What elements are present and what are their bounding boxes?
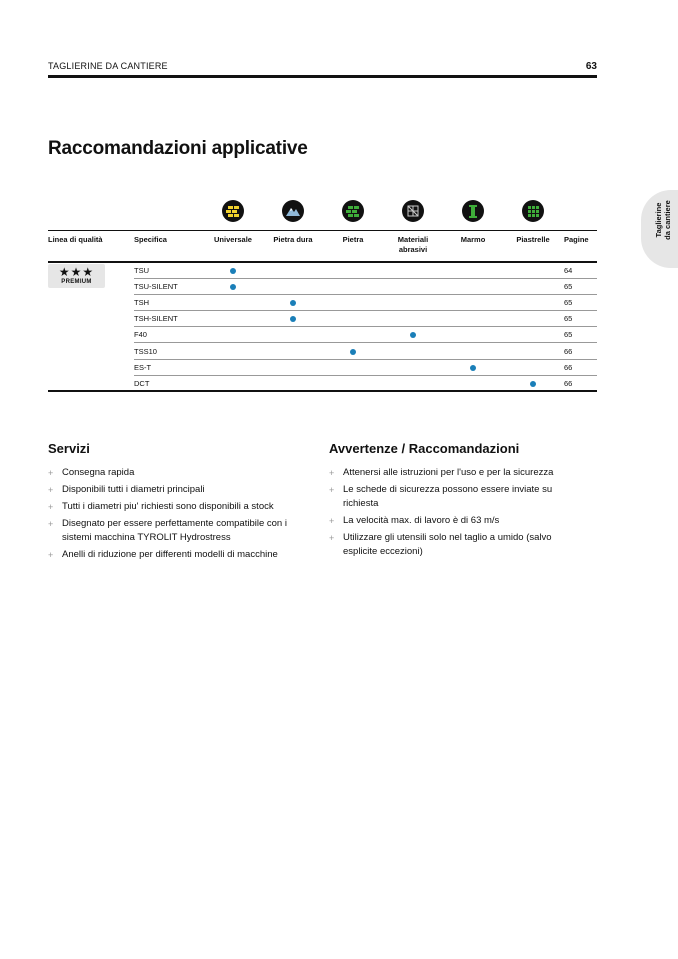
avvertenze-item-text: Le schede di sicurezza possono essere inviate su richiesta bbox=[343, 484, 553, 509]
servizi-item bbox=[48, 500, 308, 514]
tiles-icon bbox=[522, 200, 544, 222]
header-piastrelle: Piastrelle bbox=[516, 235, 550, 244]
table-row bbox=[48, 279, 597, 295]
quality-label: PREMIUM bbox=[61, 279, 92, 285]
table-row bbox=[48, 360, 597, 376]
page-header bbox=[48, 61, 597, 79]
table-row bbox=[48, 295, 597, 311]
material-icons-row bbox=[0, 200, 678, 226]
brick-yellow-icon bbox=[222, 200, 244, 222]
bullet-plus-icon: + bbox=[48, 485, 54, 495]
servizi-list bbox=[48, 466, 308, 565]
table-row bbox=[48, 311, 597, 327]
header-rule bbox=[48, 75, 597, 78]
row-rule bbox=[48, 390, 597, 392]
row-spec: F40 bbox=[134, 330, 147, 340]
table-row bbox=[48, 263, 597, 279]
quality-stars: ★★★ bbox=[58, 265, 95, 279]
header-pietra: Pietra bbox=[342, 235, 364, 244]
bullet-plus-icon: + bbox=[48, 468, 54, 478]
page-title: Raccomandazioni applicative bbox=[48, 138, 308, 159]
bullet-plus-icon: + bbox=[48, 519, 54, 529]
header-quality: Linea di qualità bbox=[48, 235, 103, 244]
bullet-plus-icon: + bbox=[329, 485, 335, 495]
table-row bbox=[48, 344, 597, 360]
application-dot bbox=[470, 365, 476, 371]
application-dot bbox=[410, 332, 416, 338]
row-spec: TSU-SILENT bbox=[134, 282, 178, 292]
header-pagine: Pagine bbox=[564, 235, 589, 244]
abrasive-blocks-icon bbox=[402, 200, 424, 222]
table-row bbox=[48, 327, 597, 343]
application-dot bbox=[290, 316, 296, 322]
brick-green-icon bbox=[342, 200, 364, 222]
section-title: TAGLIERINE DA CANTIERE bbox=[48, 61, 168, 71]
servizi-item bbox=[48, 483, 308, 497]
premium-quality-badge bbox=[48, 264, 105, 288]
avvertenze-item bbox=[329, 514, 579, 528]
bullet-plus-icon: + bbox=[48, 550, 54, 560]
application-dot bbox=[230, 284, 236, 290]
avvertenze-item bbox=[329, 466, 579, 480]
servizi-item bbox=[48, 466, 308, 480]
row-page: 64 bbox=[564, 266, 573, 275]
mountain-icon bbox=[282, 200, 304, 222]
bullet-plus-icon: + bbox=[329, 516, 335, 526]
row-spec: TSS10 bbox=[134, 346, 157, 356]
avvertenze-item-text: Utilizzare gli utensili solo nel taglio a umido (salvo esplicite eccezioni) bbox=[343, 532, 552, 557]
table-row bbox=[48, 376, 597, 392]
row-page: 65 bbox=[564, 298, 573, 308]
servizi-item-text: Disponibili tutti i diametri principali bbox=[62, 484, 205, 495]
header-materiali-abrasivi: Materiali abrasivi bbox=[397, 235, 429, 254]
side-tab-label: Taglierine da cantiere bbox=[654, 200, 672, 240]
avvertenze-item bbox=[329, 483, 579, 511]
row-page: 66 bbox=[564, 346, 573, 356]
application-dot bbox=[230, 268, 236, 274]
marble-column-icon bbox=[462, 200, 484, 222]
row-spec: TSH-SILENT bbox=[134, 314, 178, 324]
bullet-plus-icon: + bbox=[329, 468, 335, 478]
page-number: 63 bbox=[585, 61, 597, 72]
row-page: 65 bbox=[564, 330, 573, 340]
avvertenze-list bbox=[329, 466, 579, 562]
servizi-item-text: Disegnato per essere perfettamente compatibile con i sistemi macchina TYROLIT Hydrostress bbox=[62, 518, 287, 543]
row-spec: DCT bbox=[134, 378, 150, 388]
avvertenze-title: Avvertenze / Raccomandazioni bbox=[329, 441, 520, 456]
servizi-item-text: Tutti i diametri piu' richiesti sono disponibili a stock bbox=[62, 501, 274, 512]
header-spec: Specifica bbox=[134, 235, 167, 244]
servizi-item bbox=[48, 548, 308, 562]
bullet-plus-icon: + bbox=[48, 502, 54, 512]
table-top-rule bbox=[48, 230, 597, 231]
servizi-item bbox=[48, 517, 308, 545]
header-universale: Universale bbox=[214, 235, 252, 244]
row-spec: TSU bbox=[134, 266, 149, 275]
application-dot bbox=[350, 349, 356, 355]
servizi-title: Servizi bbox=[48, 441, 90, 456]
header-pietra-dura: Pietra dura bbox=[273, 235, 313, 244]
row-page: 65 bbox=[564, 282, 573, 292]
row-page: 66 bbox=[564, 378, 573, 388]
avvertenze-item-text: Attenersi alle istruzioni per l'uso e per la sicurezza bbox=[343, 467, 554, 478]
bullet-plus-icon: + bbox=[329, 533, 335, 543]
avvertenze-item bbox=[329, 531, 579, 559]
row-spec: ES-T bbox=[134, 362, 152, 372]
servizi-item-text: Consegna rapida bbox=[62, 467, 135, 478]
row-spec: TSH bbox=[134, 298, 149, 308]
row-page: 65 bbox=[564, 314, 573, 324]
row-page: 66 bbox=[564, 362, 573, 372]
servizi-item-text: Anelli di riduzione per differenti modelli di macchine bbox=[62, 549, 278, 560]
application-dot bbox=[530, 381, 536, 387]
application-dot bbox=[290, 300, 296, 306]
avvertenze-item-text: La velocità max. di lavoro è di 63 m/s bbox=[343, 515, 500, 526]
header-marmo: Marmo bbox=[460, 235, 486, 244]
